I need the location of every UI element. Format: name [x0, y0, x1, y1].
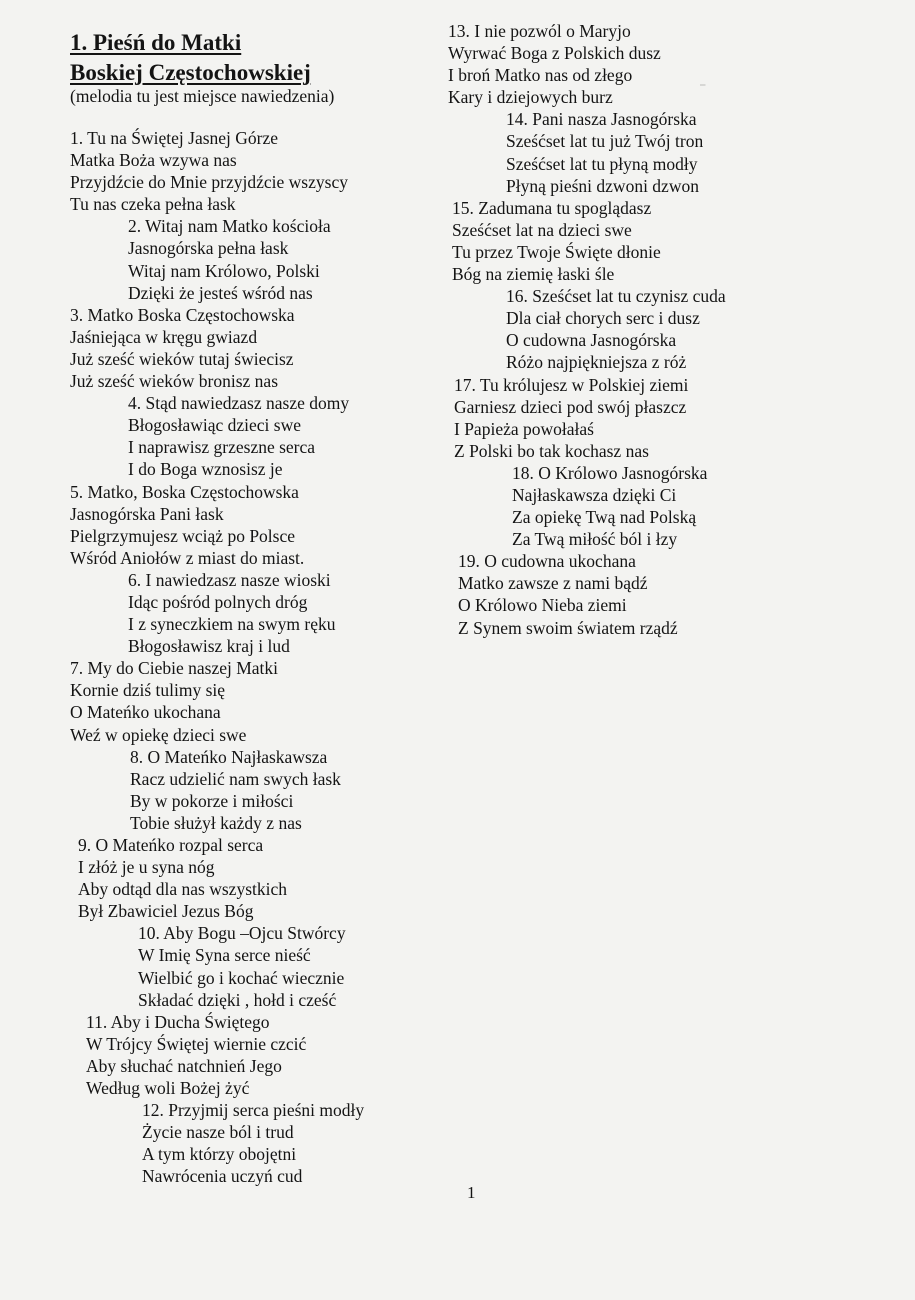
- verse-line: Płyną pieśni dzwoni dzwon: [506, 175, 699, 196]
- verse-line: W Imię Syna serce nieść: [138, 945, 311, 966]
- verse-line: 17. Tu królujesz w Polskiej ziemi: [454, 374, 689, 395]
- stanza-13: [448, 20, 726, 108]
- verse-line: Tobie służył każdy z nas: [130, 812, 302, 833]
- verse-line: Już sześć wieków tutaj świecisz: [70, 348, 294, 369]
- verse-line: Matko zawsze z nami bądź: [458, 573, 648, 594]
- verse-line: Sześćset lat tu płyną modły: [506, 153, 698, 174]
- verse-line: Weź w opiekę dzieci swe: [70, 724, 247, 745]
- verse-line: 3. Matko Boska Częstochowska: [70, 304, 295, 325]
- stanza-14: [448, 108, 726, 196]
- verse-line: Życie nasze ból i trud: [142, 1122, 294, 1143]
- verse-line: Błogosławisz kraj i lud: [128, 636, 290, 657]
- verse-line: Z Polski bo tak kochasz nas: [454, 440, 649, 461]
- stanza-10: [70, 922, 364, 1010]
- verse-line: Jasnogórska pełna łask: [128, 238, 289, 259]
- verse-line: I broń Matko nas od złego: [448, 65, 633, 86]
- verse-line: 12. Przyjmij serca pieśni modły: [142, 1100, 365, 1121]
- stanza-9: [70, 834, 364, 922]
- verse-line: Różo najpiękniejsza z róż: [506, 352, 687, 373]
- verse-line: Wśród Aniołów z miast do miast.: [70, 547, 305, 568]
- verse-line: 6. I nawiedzasz nasze wioski: [128, 569, 331, 590]
- verse-line: Kornie dziś tulimy się: [70, 680, 226, 701]
- verse-line: Aby słuchać natchnień Jego: [86, 1055, 282, 1076]
- stanza-15: [448, 197, 726, 285]
- stanza-2: [70, 215, 364, 303]
- verse-line: 4. Stąd nawiedzasz nasze domy: [128, 393, 350, 414]
- verse-line: 8. O Mateńko Najłaskawsza: [130, 746, 328, 767]
- verse-line: Jaśniejąca w kręgu gwiazd: [70, 326, 258, 347]
- verse-line: Był Zbawiciel Jezus Bóg: [78, 901, 254, 922]
- verse-line: W Trójcy Świętej wiernie czcić: [86, 1033, 307, 1054]
- stanza-12: [70, 1099, 364, 1187]
- verse-line: 13. I nie pozwól o Maryjo: [448, 21, 631, 41]
- verse-line: Tu przez Twoje Święte dłonie: [452, 241, 661, 262]
- verse-line: Bóg na ziemię łaski śle: [452, 264, 615, 285]
- verse-line: I do Boga wznosisz je: [128, 459, 283, 480]
- verse-line: Garniesz dzieci pod swój płaszcz: [454, 396, 687, 417]
- stanza-5: [70, 481, 364, 569]
- stanza-3: [70, 304, 364, 392]
- verse-line: Pielgrzymujesz wciąż po Polsce: [70, 525, 296, 546]
- verse-line: 16. Sześćset lat tu czynisz cuda: [506, 286, 726, 307]
- lyrics-column-left: [70, 127, 364, 1188]
- verse-line: 2. Witaj nam Matko kościoła: [128, 216, 331, 237]
- verse-line: Matka Boża wzywa nas: [70, 150, 237, 171]
- verse-line: Kary i dziejowych burz: [448, 87, 613, 108]
- verse-line: Z Synem swoim światem rządź: [458, 617, 678, 638]
- page-number: 1: [467, 1183, 476, 1202]
- verse-line: O Królowo Nieba ziemi: [458, 595, 627, 616]
- verse-line: Już sześć wieków bronisz nas: [70, 371, 279, 392]
- verse-line: 5. Matko, Boska Częstochowska: [70, 481, 299, 502]
- melody-note: (melodia tu jest miejsce nawiedzenia): [70, 86, 335, 106]
- verse-line: 19. O cudowna ukochana: [458, 551, 636, 572]
- verse-line: Przyjdźcie do Mnie przyjdźcie wszyscy: [70, 172, 348, 193]
- verse-line: Jasnogórska Pani łask: [70, 503, 224, 524]
- verse-line: 18. O Królowo Jasnogórska: [512, 462, 708, 483]
- stanza-1: [70, 127, 364, 215]
- verse-line: I złóż je u syna nóg: [78, 857, 215, 878]
- verse-line: A tym którzy obojętni: [142, 1144, 297, 1165]
- stanza-8: [70, 746, 364, 834]
- verse-line: 9. O Mateńko rozpal serca: [78, 835, 264, 855]
- verse-line: Sześćset lat tu już Twój tron: [506, 131, 704, 152]
- stanza-6: [70, 569, 364, 657]
- verse-line: O Mateńko ukochana: [70, 702, 221, 723]
- stanza-18: [448, 462, 726, 550]
- lyrics-column-right: [448, 20, 726, 639]
- verse-line: Według woli Bożej żyć: [86, 1078, 250, 1099]
- verse-line: Najłaskawsza dzięki Ci: [512, 484, 677, 505]
- verse-line: Błogosławiąc dzieci swe: [128, 415, 302, 436]
- verse-line: 11. Aby i Ducha Świętego: [86, 1011, 270, 1032]
- song-title-line-1: 1. Pieśń do Matki: [70, 30, 242, 55]
- verse-line: Racz udzielić nam swych łask: [130, 768, 341, 789]
- verse-line: Za opiekę Twą nad Polską: [512, 507, 697, 528]
- verse-line: I naprawisz grzeszne serca: [128, 437, 316, 458]
- verse-line: By w pokorze i miłości: [130, 790, 294, 811]
- verse-line: Dzięki że jesteś wśród nas: [128, 282, 313, 303]
- verse-line: 10. Aby Bogu –Ojcu Stwórcy: [138, 923, 346, 944]
- verse-line: Dla ciał chorych serc i dusz: [506, 308, 700, 329]
- verse-line: Idąc pośród polnych dróg: [128, 591, 308, 612]
- verse-line: 14. Pani nasza Jasnogórska: [506, 109, 697, 130]
- verse-line: Wielbić go i kochać wiecznie: [138, 967, 345, 988]
- stanza-19: [448, 550, 726, 638]
- stanza-16: [448, 285, 726, 373]
- song-title-line-2: Boskiej Częstochowskiej: [70, 60, 311, 85]
- verse-line: Wyrwać Boga z Polskich dusz: [448, 43, 661, 64]
- verse-line: Witaj nam Królowo, Polski: [128, 260, 320, 281]
- verse-line: Nawrócenia uczyń cud: [142, 1166, 303, 1187]
- stanza-4: [70, 392, 364, 480]
- verse-line: Za Twą miłość ból i łzy: [512, 529, 678, 550]
- verse-line: 7. My do Ciebie naszej Matki: [70, 658, 279, 679]
- stanza-7: [70, 657, 364, 745]
- verse-line: 1. Tu na Świętej Jasnej Górze: [70, 128, 279, 148]
- verse-line: O cudowna Jasnogórska: [506, 330, 677, 351]
- verse-line: Składać dzięki , hołd i cześć: [138, 989, 337, 1010]
- verse-line: 15. Zadumana tu spoglądasz: [452, 197, 652, 218]
- verse-line: I Papieża powołałaś: [454, 418, 594, 439]
- verse-line: Tu nas czeka pełna łask: [70, 194, 236, 215]
- verse-line: Sześćset lat na dzieci swe: [452, 219, 632, 240]
- verse-line: Aby odtąd dla nas wszystkich: [78, 879, 287, 900]
- song-title: [70, 28, 311, 88]
- verse-line: I z syneczkiem na swym ręku: [128, 614, 336, 635]
- stanza-11: [70, 1011, 364, 1099]
- stanza-17: [448, 374, 726, 462]
